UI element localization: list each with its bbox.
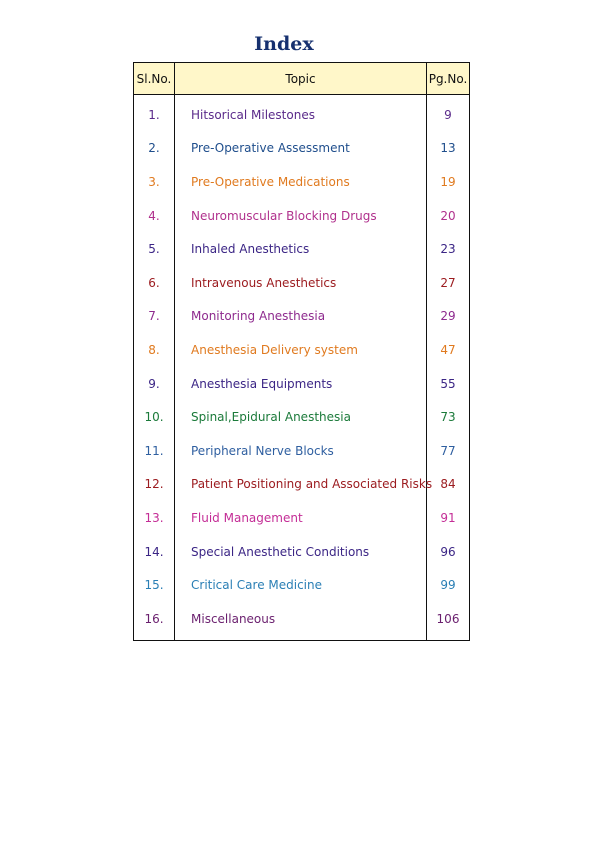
row-topic: Special Anesthetic Conditions <box>175 535 427 569</box>
row-topic: Miscellaneous <box>175 602 427 640</box>
row-page-number: 99 <box>427 568 470 602</box>
table-row <box>134 468 470 502</box>
row-topic: Spinal,Epidural Anesthesia <box>175 400 427 434</box>
row-number: 9. <box>134 367 175 401</box>
row-page-number: 106 <box>427 602 470 640</box>
row-page-number: 96 <box>427 535 470 569</box>
table-row <box>134 199 470 233</box>
table-row <box>134 367 470 401</box>
header-topic: Topic <box>175 63 427 95</box>
row-topic: Neuromuscular Blocking Drugs <box>175 199 427 233</box>
row-topic: Monitoring Anesthesia <box>175 300 427 334</box>
row-page-number: 55 <box>427 367 470 401</box>
row-number: 14. <box>134 535 175 569</box>
row-topic: Peripheral Nerve Blocks <box>175 434 427 468</box>
table-row <box>134 266 470 300</box>
table-body <box>134 95 470 641</box>
row-number: 8. <box>134 333 175 367</box>
header-page-no: Pg.No. <box>427 63 470 95</box>
table-row <box>134 400 470 434</box>
row-page-number: 91 <box>427 501 470 535</box>
row-page-number: 13 <box>427 132 470 166</box>
row-topic: Pre-Operative Assessment <box>175 132 427 166</box>
row-topic: Patient Positioning and Associated Risks <box>175 468 427 502</box>
row-page-number: 73 <box>427 400 470 434</box>
row-number: 12. <box>134 468 175 502</box>
row-number: 11. <box>134 434 175 468</box>
row-page-number: 20 <box>427 199 470 233</box>
row-page-number: 9 <box>427 95 470 132</box>
row-page-number: 19 <box>427 165 470 199</box>
row-topic: Anesthesia Equipments <box>175 367 427 401</box>
row-topic: Anesthesia Delivery system <box>175 333 427 367</box>
row-number: 15. <box>134 568 175 602</box>
row-page-number: 47 <box>427 333 470 367</box>
row-page-number: 23 <box>427 232 470 266</box>
row-page-number: 84 <box>427 468 470 502</box>
row-number: 16. <box>134 602 175 640</box>
row-topic: Fluid Management <box>175 501 427 535</box>
row-page-number: 29 <box>427 300 470 334</box>
row-number: 4. <box>134 199 175 233</box>
row-page-number: 77 <box>427 434 470 468</box>
row-number: 5. <box>134 232 175 266</box>
table-row <box>134 132 470 166</box>
table-row <box>134 535 470 569</box>
index-table <box>133 62 470 641</box>
table-row <box>134 568 470 602</box>
table-row <box>134 333 470 367</box>
row-number: 3. <box>134 165 175 199</box>
header-sl-no: Sl.No. <box>134 63 175 95</box>
table-row <box>134 300 470 334</box>
row-topic: Pre-Operative Medications <box>175 165 427 199</box>
table-row <box>134 232 470 266</box>
row-page-number: 27 <box>427 266 470 300</box>
row-number: 6. <box>134 266 175 300</box>
table-row <box>134 501 470 535</box>
row-number: 1. <box>134 95 175 132</box>
page-title: Index <box>254 33 314 55</box>
row-number: 13. <box>134 501 175 535</box>
row-topic: Intravenous Anesthetics <box>175 266 427 300</box>
row-topic: Critical Care Medicine <box>175 568 427 602</box>
row-topic: Hitsorical Milestones <box>175 95 427 132</box>
table-row <box>134 602 470 640</box>
table-row <box>134 95 470 132</box>
row-number: 2. <box>134 132 175 166</box>
row-topic: Inhaled Anesthetics <box>175 232 427 266</box>
row-number: 7. <box>134 300 175 334</box>
table-header-row <box>134 63 470 95</box>
table-row <box>134 165 470 199</box>
row-number: 10. <box>134 400 175 434</box>
table-row <box>134 434 470 468</box>
